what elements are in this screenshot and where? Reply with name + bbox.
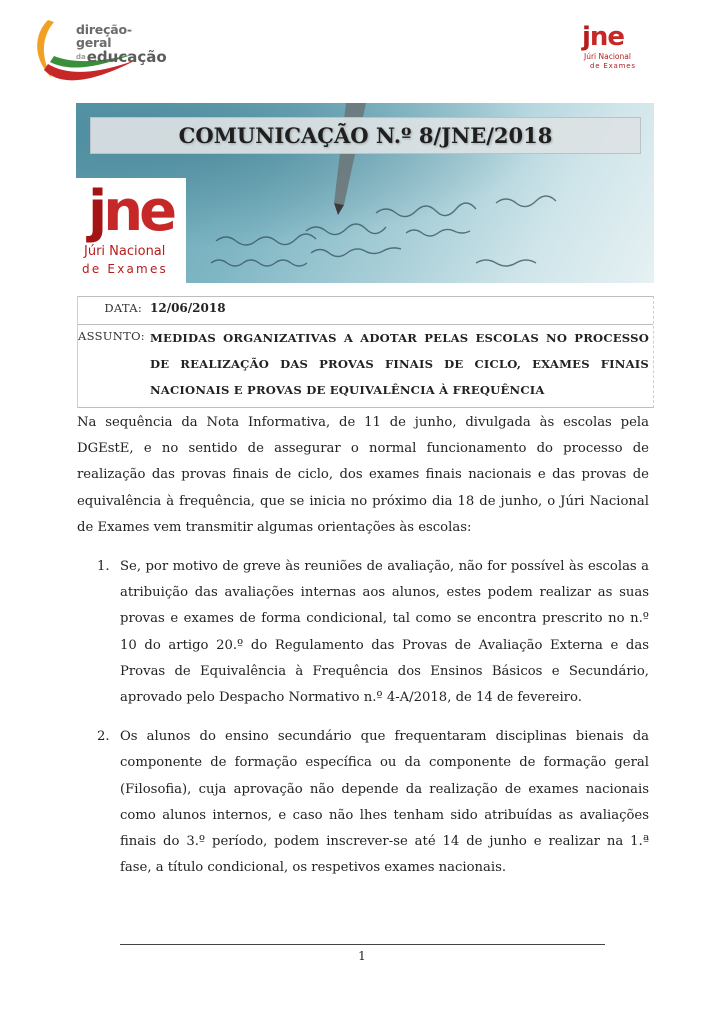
jne-small-j: j (582, 22, 590, 52)
subject-value: MEDIDAS ORGANIZATIVAS A ADOTAR PELAS ESCOLAS NO PROCESSO DE REALIZAÇÃO DAS PROVAS FINAIS DE CICLO, EXAMES FINAIS NACIONAIS E PROVAS DE EQUIVALÊNCIA À FREQUÊNCIA (150, 331, 649, 397)
page-number: 1 (358, 949, 366, 963)
dge-logo (30, 12, 167, 87)
jne-logo-small (582, 24, 634, 74)
date-value: 12/06/2018 (150, 301, 226, 315)
jne-big-line1: Júri Nacional (84, 244, 166, 259)
meta-table (77, 296, 654, 408)
numbered-list (77, 554, 649, 881)
jne-logo-large (76, 178, 186, 283)
subject-row (78, 324, 653, 407)
dge-logo-small: da (76, 53, 86, 61)
dge-logo-line2: educação (86, 48, 167, 66)
document-body (77, 410, 649, 894)
list-item-number: 1. (97, 559, 110, 575)
footer-divider (120, 944, 605, 945)
subject-label: ASSUNTO: (78, 329, 145, 343)
jne-big-line2: de Exames (82, 262, 168, 276)
dge-logo-line1: direção-geral (76, 22, 132, 50)
jne-small-line1: Júri Nacional (584, 52, 631, 61)
jne-big-j: j (88, 179, 104, 244)
intro-paragraph: Na sequência da Nota Informativa, de 11 de junho, divulgada às escolas pela DGEstE, e no sentido de assegurar o normal funcionamento do processo de realização das provas finais de ciclo, dos exames finais nacionais e das provas de equivalência à frequência, que se inicia no próximo dia 18 de junho, o Júri Nacional de Exames vem transmitir algumas orientações às escolas: (77, 415, 649, 535)
banner-title-box (90, 117, 641, 154)
jne-big-ne: ne (103, 179, 174, 244)
page-title: COMUNICAÇÃO N.º 8/JNE/2018 (178, 123, 553, 148)
jne-small-ne: ne (589, 22, 625, 52)
list-item-text: Os alunos do ensino secundário que frequentaram disciplinas bienais da componente de formação específica ou da componente de formação geral (Filosofia), cuja aprovação não depende da realização de exames nacionais como alunos internos, e caso não lhes tenham sido atribuídas as avaliações finais do 3.º período, podem inscrever-se até 14 de junho e realizar na 1.ª fase, a título condicional, os respetivos exames nacionais. (120, 729, 649, 876)
list-item (77, 554, 649, 711)
date-row (78, 297, 653, 324)
list-item (77, 724, 649, 881)
date-label: DATA: (104, 301, 142, 315)
list-item-number: 2. (97, 729, 110, 745)
list-item-text: Se, por motivo de greve às reuniões de avaliação, não for possível às escolas a atribuição das avaliações internas aos alunos, estes podem realizar as suas provas e exames de forma condicional, tal como se encontra prescrito no n.º 10 do artigo 20.º do Regulamento das Provas de Avaliação Externa e das Provas de Equivalência à Frequência dos Ensinos Básicos e Secundário, aprovado pelo Despacho Normativo n.º 4-A/2018, de 14 de fevereiro. (120, 559, 649, 706)
jne-small-line2: de Exames (590, 62, 636, 70)
banner (76, 103, 654, 283)
